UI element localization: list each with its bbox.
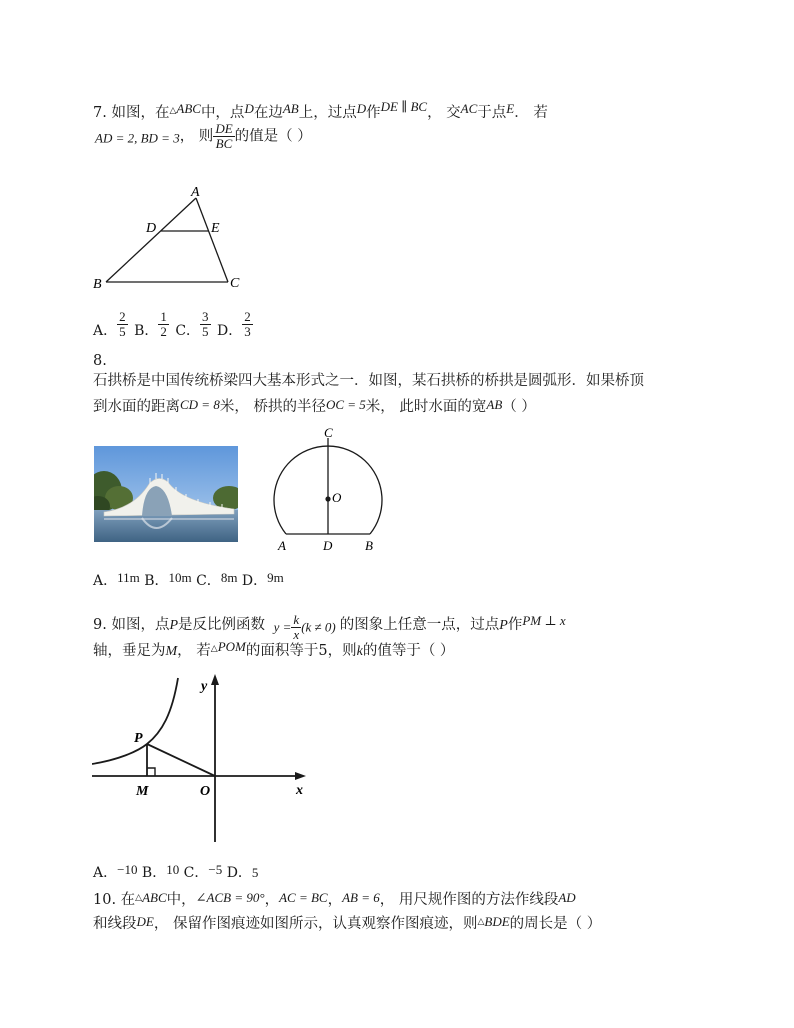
triangle-icon: △ (210, 643, 218, 653)
label-p: P (134, 731, 143, 746)
q7-options: A． $\frac{2}{5}$ B． $\frac{1}{2}$ C． $\frac{3}{5}$ D． $\frac{2}{3}$ (93, 309, 251, 339)
q8-options: A．11m B．10m C．8m D．9m (93, 570, 284, 589)
q9-number: 9. (93, 617, 107, 633)
label-b: B (93, 277, 102, 292)
q8-line2: 到水面的距离CD = 8米， 桥拱的半径OC = 5米， 此时水面的宽AB（ ） (93, 397, 536, 415)
label-c: C (230, 276, 240, 291)
segment-ac (196, 198, 228, 282)
q9-line2: 轴，垂足为M， 若△POM的面积等于5，则k的值等于（ ） (93, 639, 455, 659)
label-b: B (365, 538, 373, 553)
label-o: O (200, 784, 211, 799)
label-d: D (323, 538, 333, 553)
q10-line2: 和线段DE， 保留作图痕迹如图所示，认真观察作图痕迹，则△BDE的周长是（ ） (93, 914, 602, 932)
label-y: y (201, 679, 208, 694)
label-a: A (278, 538, 286, 553)
q9-line1: 9. 如图，点P是反比例函数 y = $\frac{k}{x}$ (k ≠ 0) 的图象上任意一点，过点P作PM ⊥ x (93, 611, 566, 642)
label-e: E (211, 221, 220, 236)
q9-graph-figure (92, 668, 318, 846)
center-point-o (325, 496, 330, 501)
label-d: D (146, 221, 157, 236)
y-axis-arrow-icon (211, 674, 219, 685)
label-m: M (136, 784, 149, 799)
q10-number: 10. (93, 892, 117, 908)
x-axis-arrow-icon (295, 772, 306, 780)
q7-line1: 7. 如图，在△ABC中，点D在边AB上，过点D作DE ∥ BC， 交AC于点E． 若 (93, 99, 548, 121)
q9-options: A．−10 B．10 C．−5 D．5 (93, 862, 259, 881)
label-o: O (332, 490, 342, 505)
segment-po (147, 744, 215, 776)
q7-fraction: $\frac{DE}{BC}$ (215, 121, 233, 151)
q8-line1: 石拱桥是中国传统桥梁四大基本形式之一．如图，某石拱桥的桥拱是圆弧形．如果桥顶 (93, 373, 644, 389)
hyperbola-curve (92, 678, 178, 764)
bridge-photo (94, 446, 238, 542)
label-a: A (191, 185, 200, 200)
q8-number: 8. (93, 353, 107, 369)
triangle-icon: △ (135, 892, 143, 902)
q7-line2: AD = 2, BD = 3， 则 $\frac{DE}{BC}$ 的值是（ ） (95, 121, 312, 151)
q9-function: y = $\frac{k}{x}$ (k ≠ 0) (273, 611, 336, 642)
triangle-icon: △ (477, 916, 485, 926)
bridge-image (94, 446, 238, 542)
right-angle-icon (147, 768, 155, 776)
triangle-icon: △ (169, 105, 177, 115)
q7-triangle-figure (88, 180, 248, 295)
label-c: C (324, 428, 333, 440)
label-x: x (296, 783, 303, 798)
q8-arch-figure (268, 428, 388, 556)
segment-ab (106, 198, 196, 282)
q7-number: 7. (93, 105, 107, 121)
q10-line1: 10. 在△ABC中，∠ACB = 90°，AC = BC，AB = 6， 用尺规作图的方法作线段AD (93, 890, 576, 908)
